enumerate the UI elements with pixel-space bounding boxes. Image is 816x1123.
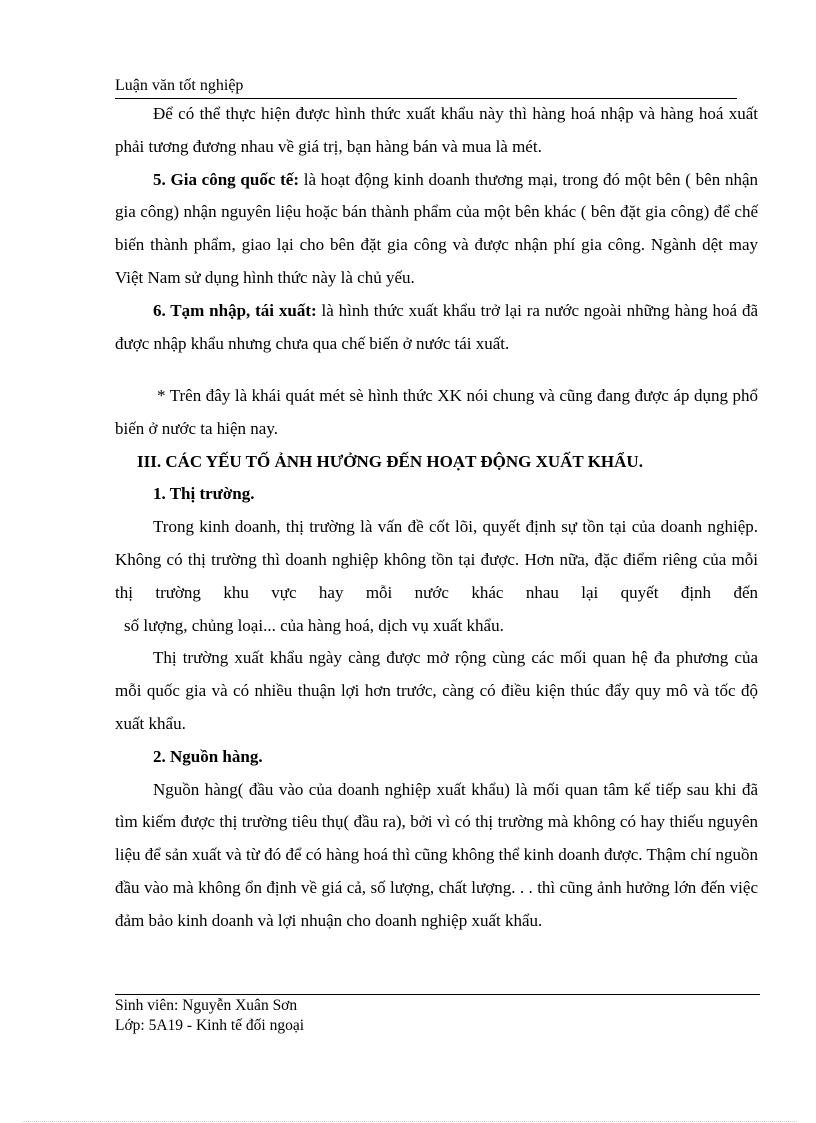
term-text: là hình thức xuất khẩu trở lại ra nước ngoài những hàng hoá đã được nhập khẩu nhưng chưa qua chế biến ở nước tái xuất. [115,300,759,353]
paragraph-temporary-import [115,295,758,361]
page-footer [115,996,304,1036]
footer-class: Lớp: 5A19 - Kinh tế đối ngoại [115,1017,305,1034]
paragraph-processing [115,164,758,295]
paragraph-supply: Nguồn hàng( đầu vào của doanh nghiệp xuất khẩu) là mối quan tâm kế tiếp sau khi đã tìm kiếm được thị trường tiêu thụ( đầu ra), bởi vì có thị trường mà không có hay thiếu nguyên liệu để sản xuất và từ đó để có hàng hoá thì cũng không thể kinh doanh được. Thậm chí nguồn đầu vào mà không ổn định về giá cả, số lượng, chất lượng. . . thì cũng ảnh hưởng lớn đến việc đảm bảo kinh doanh và lợi nhuận cho doanh nghiệp xuất khẩu. [115,779,758,930]
paragraph-market-2: Thị trường xuất khẩu ngày càng được mở rộng cùng các mối quan hệ đa phương của mỗi quốc gia và có nhiều thuận lợi hơn trước, càng có điều kiện thúc đẩy quy mô và tốc độ xuất khẩu. [115,648,758,733]
paragraph-market-1: Trong kinh doanh, thị trường là vấn đề cốt lõi, quyết định sự tồn tại của doanh nghiệp. Không có thị trường thì doanh nghiệp không tồn tại được. Hơn nữa, đặc điểm riêng của mỗi thị trường khu vực hay mỗi nước khác nhau lại quyết định đến [115,517,758,602]
paragraph-market-1-end: số lượng, chủng loại... của hàng hoá, dịch vụ xuất khẩu. [124,615,504,635]
body-block-1 [115,98,758,360]
subheading-supply: 2. Nguồn hàng. [153,746,263,766]
paragraph-summary: * Trên đây là khái quát mét sè hình thức XK nói chung và cũng đang được áp dụng phổ biến ở nước ta hiện nay. [115,386,758,438]
body-block-2 [115,380,758,938]
term-label: 5. Gia công quốc tế: [153,169,299,189]
section-heading: III. CÁC YẾU TỐ ẢNH HƯỞNG ĐẾN HOẠT ĐỘNG XUẤT KHẨU. [137,451,643,471]
page-header: Luận văn tốt nghiệp [115,77,244,94]
paragraph-1: Để có thể thực hiện được hình thức xuất khẩu này thì hàng hoá nhập và hàng hoá xuất phải tương đương nhau về giá trị, bạn hàng bán và mua là mét. [115,104,758,156]
footer-student: Sinh viên: Nguyễn Xuân Sơn [115,997,298,1014]
page-edge-dots [22,1121,797,1122]
term-text: là hoạt động kinh doanh thương mại, trong đó một bên ( bên nhận gia công) nhận nguyên liệu hoặc bán thành phẩm của một bên khác ( bên đặt gia công) để chế biến thành phẩm, giao lại cho bên đặt gia công và được nhận phí gia công. Ngành dệt may Việt Nam sử dụng hình thức này là chủ yếu. [115,169,758,287]
footer-divider [115,994,760,995]
term-label: 6. Tạm nhập, tái xuất: [153,300,317,320]
subheading-market: 1. Thị trường. [153,484,255,504]
